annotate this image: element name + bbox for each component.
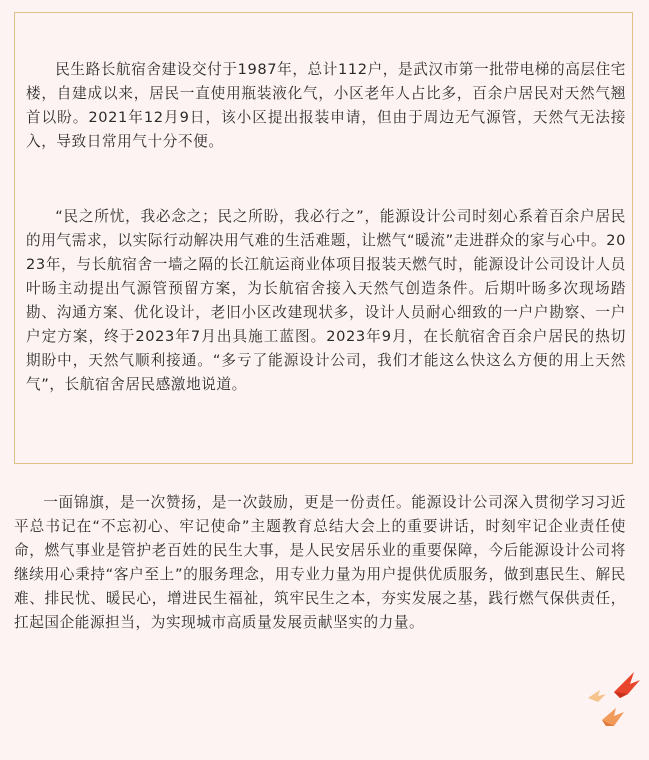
- paragraph-2: “民之所忧，我必念之；民之所盼，我必行之”，能源设计公司时刻心系着百余户居民的用气需求，以实际行动解决用气难的生活难题，让燃气“暖流”走进群众的家与心中。2023年，与长航宿舍一墙之隔的长江航运商业体项目报装天燃气时，能源设计公司设计人员叶旸主动提出气源管预留方案，为长航宿舍接入天然气创造条件。后期叶旸多次现场踏勘、沟通方案、优化设计，老旧小区改建现状多，设计人员耐心细致的一户户勘察、一户户定方案，终于2023年7月出具施工蓝图。2023年9月，在长航宿舍百余户居民的热切期盼中，天然气顺利接通。“多亏了能源设计公司，我们才能这么快这么方便的用上天然气”，长航宿舍居民感激地说道。: [26, 208, 626, 393]
- paper-birds-icon: [584, 668, 644, 736]
- paragraph-1: 民生路长航宿舍建设交付于1987年，总计112户，是武汉市第一批带电梯的高层住宅楼，自建成以来，居民一直使用瓶装液化气，小区老年人占比多，百余户居民对天然气翘首以盼。2021年12月9日，该小区提出报装申请，但由于周边无气源管，天然气无法接入，导致日常用气十分不便。: [26, 61, 626, 150]
- paragraph-3: 一面锦旗，是一次赞扬，是一次鼓励，更是一份责任。能源设计公司深入贯彻学习习近平总书记在“不忘初心、牢记使命”主题教育总结大会上的重要讲话，时刻牢记企业责任使命，燃气事业是管护老百姓的民生大事，是人民安居乐业的重要保障，今后能源设计公司将继续用心秉持“客户至上”的服务理念，用专业力量为用户提供优质服务，做到惠民生、解民难、排民忧、暖民心，增进民生福祉，筑牢民生之本，夯实发展之基，践行燃气保供责任，扛起国企能源担当，为实现城市高质量发展贡献坚实的力量。: [14, 494, 626, 631]
- peach-bird-shape: [588, 690, 606, 702]
